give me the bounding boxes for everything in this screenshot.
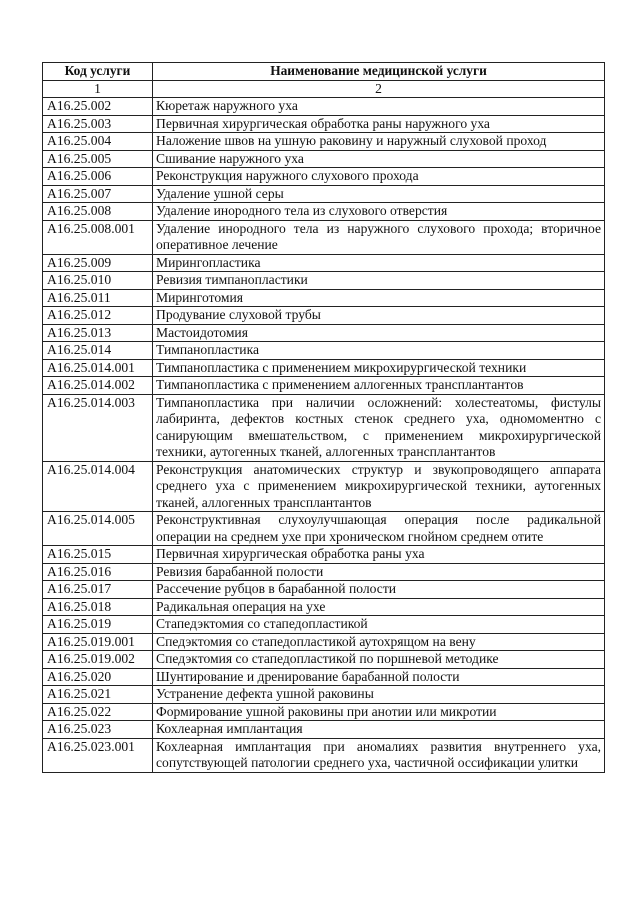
table-row bbox=[43, 598, 605, 616]
service-code: A16.25.023 bbox=[43, 721, 153, 739]
table-row bbox=[43, 616, 605, 634]
service-name: Первичная хирургическая обработка раны наружного уха bbox=[153, 115, 605, 133]
header-code: Код услуги bbox=[43, 63, 153, 81]
service-code: A16.25.012 bbox=[43, 307, 153, 325]
service-name: Мастоидотомия bbox=[153, 324, 605, 342]
service-name: Кюретаж наружного уха bbox=[153, 98, 605, 116]
service-code: A16.25.022 bbox=[43, 703, 153, 721]
service-name: Кохлеарная имплантация bbox=[153, 721, 605, 739]
service-name: Рассечение рубцов в барабанной полости bbox=[153, 581, 605, 599]
service-name: Тимпанопластика при наличии осложнений: холестеатомы, фистулы лабиринта, дефектов костных стенок среднего уха, одномоментно с санирующим вмешательством, с применением микрохирургической техники, аутогенных тканей, аллогенных трансплантантов bbox=[153, 394, 605, 461]
service-name: Радикальная операция на ухе bbox=[153, 598, 605, 616]
service-code: A16.25.008 bbox=[43, 203, 153, 221]
table-row bbox=[43, 324, 605, 342]
table-row bbox=[43, 307, 605, 325]
service-name: Ревизия барабанной полости bbox=[153, 563, 605, 581]
service-code: A16.25.023.001 bbox=[43, 738, 153, 772]
service-name: Реконструкция анатомических структур и звукопроводящего аппарата среднего уха с применением микрохирургической техники, аутогенных тканей, аллогенных трансплантантов bbox=[153, 461, 605, 512]
service-name: Удаление инородного тела из слухового отверстия bbox=[153, 203, 605, 221]
table-row bbox=[43, 342, 605, 360]
table-row bbox=[43, 289, 605, 307]
service-name: Устранение дефекта ушной раковины bbox=[153, 686, 605, 704]
service-code: A16.25.019.002 bbox=[43, 651, 153, 669]
service-name: Кохлеарная имплантация при аномалиях развития внутреннего уха, сопутствующей патологии среднего уха, частичной оссификации улитки bbox=[153, 738, 605, 772]
service-name: Миринготомия bbox=[153, 289, 605, 307]
table-row bbox=[43, 563, 605, 581]
table-row bbox=[43, 133, 605, 151]
service-name: Тимпанопластика bbox=[153, 342, 605, 360]
service-name: Реконструктивная слухоулучшающая операция после радикальной операции на среднем ухе при хроническом гнойном среднем отите bbox=[153, 512, 605, 546]
service-name: Сшивание наружного уха bbox=[153, 150, 605, 168]
table-row bbox=[43, 185, 605, 203]
service-code: A16.25.016 bbox=[43, 563, 153, 581]
document-page bbox=[42, 62, 604, 773]
service-code: A16.25.007 bbox=[43, 185, 153, 203]
service-name: Первичная хирургическая обработка раны уха bbox=[153, 546, 605, 564]
table-row bbox=[43, 546, 605, 564]
service-code: A16.25.014.005 bbox=[43, 512, 153, 546]
column-number-1: 1 bbox=[43, 80, 153, 98]
table-row bbox=[43, 668, 605, 686]
service-code: A16.25.014.001 bbox=[43, 359, 153, 377]
table-row bbox=[43, 377, 605, 395]
service-code: A16.25.003 bbox=[43, 115, 153, 133]
table-row bbox=[43, 220, 605, 254]
service-code: A16.25.014 bbox=[43, 342, 153, 360]
medical-services-table bbox=[42, 62, 605, 773]
service-code: A16.25.014.004 bbox=[43, 461, 153, 512]
service-name: Наложение швов на ушную раковину и наружный слуховой проход bbox=[153, 133, 605, 151]
service-code: A16.25.020 bbox=[43, 668, 153, 686]
service-code: A16.25.008.001 bbox=[43, 220, 153, 254]
table-row bbox=[43, 168, 605, 186]
service-name: Стапедэктомия со стапедопластикой bbox=[153, 616, 605, 634]
table-row bbox=[43, 98, 605, 116]
service-code: A16.25.009 bbox=[43, 254, 153, 272]
service-name: Шунтирование и дренирование барабанной полости bbox=[153, 668, 605, 686]
table-row bbox=[43, 203, 605, 221]
table-row bbox=[43, 651, 605, 669]
service-code: A16.25.004 bbox=[43, 133, 153, 151]
table-row bbox=[43, 272, 605, 290]
service-code: A16.25.002 bbox=[43, 98, 153, 116]
table-row bbox=[43, 512, 605, 546]
service-name: Спедэктомия со стапедопластикой по поршневой методике bbox=[153, 651, 605, 669]
table-row bbox=[43, 359, 605, 377]
column-number-row bbox=[43, 80, 605, 98]
table-row bbox=[43, 686, 605, 704]
table-row bbox=[43, 115, 605, 133]
service-name: Реконструкция наружного слухового прохода bbox=[153, 168, 605, 186]
service-name: Мирингопластика bbox=[153, 254, 605, 272]
service-name: Тимпанопластика с применением аллогенных трансплантантов bbox=[153, 377, 605, 395]
service-code: A16.25.018 bbox=[43, 598, 153, 616]
service-name: Удаление ушной серы bbox=[153, 185, 605, 203]
service-code: A16.25.014.003 bbox=[43, 394, 153, 461]
service-code: A16.25.010 bbox=[43, 272, 153, 290]
service-code: A16.25.005 bbox=[43, 150, 153, 168]
service-code: A16.25.019 bbox=[43, 616, 153, 634]
header-name: Наименование медицинской услуги bbox=[153, 63, 605, 81]
service-code: A16.25.014.002 bbox=[43, 377, 153, 395]
column-number-2: 2 bbox=[153, 80, 605, 98]
table-row bbox=[43, 150, 605, 168]
service-code: A16.25.013 bbox=[43, 324, 153, 342]
service-code: A16.25.015 bbox=[43, 546, 153, 564]
service-code: A16.25.017 bbox=[43, 581, 153, 599]
table-row bbox=[43, 738, 605, 772]
service-name: Тимпанопластика с применением микрохирургической техники bbox=[153, 359, 605, 377]
table-row bbox=[43, 703, 605, 721]
service-code: A16.25.006 bbox=[43, 168, 153, 186]
header-row bbox=[43, 63, 605, 81]
table-body bbox=[43, 98, 605, 773]
table-row bbox=[43, 394, 605, 461]
service-name: Продувание слуховой трубы bbox=[153, 307, 605, 325]
table-row bbox=[43, 721, 605, 739]
table-row bbox=[43, 581, 605, 599]
service-code: A16.25.011 bbox=[43, 289, 153, 307]
service-name: Ревизия тимпанопластики bbox=[153, 272, 605, 290]
table-row bbox=[43, 461, 605, 512]
service-name: Формирование ушной раковины при анотии или микротии bbox=[153, 703, 605, 721]
table-row bbox=[43, 633, 605, 651]
service-name: Спедэктомия со стапедопластикой аутохрящом на вену bbox=[153, 633, 605, 651]
service-code: A16.25.019.001 bbox=[43, 633, 153, 651]
service-code: A16.25.021 bbox=[43, 686, 153, 704]
table-row bbox=[43, 254, 605, 272]
service-name: Удаление инородного тела из наружного слухового прохода; вторичное оперативное лечение bbox=[153, 220, 605, 254]
